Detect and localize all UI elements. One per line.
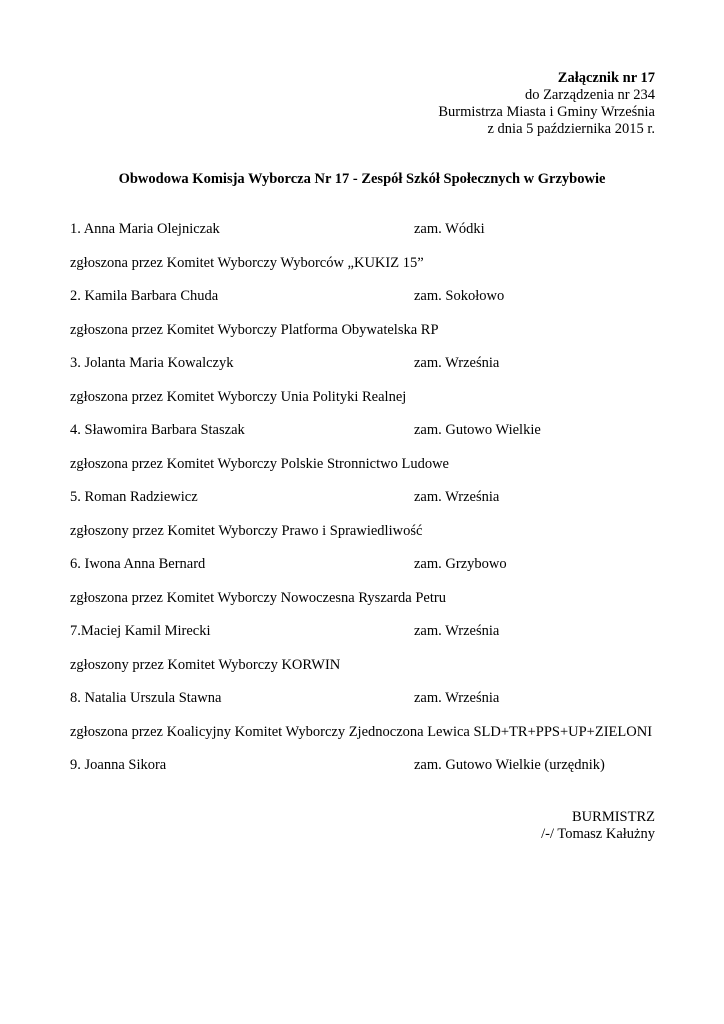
issuer: Burmistrza Miasta i Gminy Września [438,104,655,120]
signature-name: /-/ Tomasz Kałużny [541,826,655,842]
member-address: zam. Wódki [414,221,485,237]
member-row [70,556,670,590]
member-committee: zgłoszona przez Komitet Wyborczy Polskie Stronnictwo Ludowe [70,456,449,472]
member-name: 4. Sławomira Barbara Staszak [70,422,245,438]
member-row [70,757,670,791]
member-row [70,690,670,724]
member-committee: zgłoszona przez Koalicyjny Komitet Wyborczy Zjednoczona Lewica SLD+TR+PPS+UP+ZIELONI [70,724,653,740]
member-row [70,489,670,523]
member-name: 3. Jolanta Maria Kowalczyk [70,355,234,371]
member-address: zam. Września [414,623,500,639]
member-address: zam. Gutowo Wielkie (urzędnik) [414,757,605,773]
member-name: 6. Iwona Anna Bernard [70,556,206,572]
member-name: 5. Roman Radziewicz [70,489,198,505]
member-row [70,623,670,657]
attachment-number: Załącznik nr 17 [557,70,655,86]
member-row [70,288,670,322]
member-name: 9. Joanna Sikora [70,757,167,773]
member-list [70,221,670,791]
issue-date: z dnia 5 października 2015 r. [487,121,655,137]
member-row [70,422,670,456]
member-committee: zgłoszona przez Komitet Wyborczy Nowoczesna Ryszarda Petru [70,590,446,606]
member-row [70,221,670,255]
member-committee: zgłoszony przez Komitet Wyborczy Prawo i Sprawiedliwość [70,523,423,539]
member-address: zam. Sokołowo [414,288,505,304]
signature-block [541,809,655,843]
member-address: zam. Września [414,690,500,706]
member-row [70,355,670,389]
member-committee: zgłoszona przez Komitet Wyborczy Wyborców „KUKIZ 15” [70,255,424,271]
member-address: zam. Gutowo Wielkie [414,422,541,438]
member-name: 2. Kamila Barbara Chuda [70,288,219,304]
signature-title: BURMISTRZ [572,809,655,825]
member-address: zam. Września [414,489,500,505]
member-name: 8. Natalia Urszula Stawna [70,690,222,706]
ordinance-reference: do Zarządzenia nr 234 [524,87,655,103]
member-address: zam. Grzybowo [414,556,507,572]
attachment-header [438,70,655,138]
document-title: Obwodowa Komisja Wyborcza Nr 17 - Zespół Szkół Społecznych w Grzybowie [118,171,606,187]
member-name: 7.Maciej Kamil Mirecki [70,623,211,639]
member-name: 1. Anna Maria Olejniczak [70,221,220,237]
member-address: zam. Września [414,355,500,371]
member-committee: zgłoszona przez Komitet Wyborczy Unia Polityki Realnej [70,389,407,405]
member-committee: zgłoszona przez Komitet Wyborczy Platforma Obywatelska RP [70,322,439,338]
member-committee: zgłoszony przez Komitet Wyborczy KORWIN [70,657,341,673]
